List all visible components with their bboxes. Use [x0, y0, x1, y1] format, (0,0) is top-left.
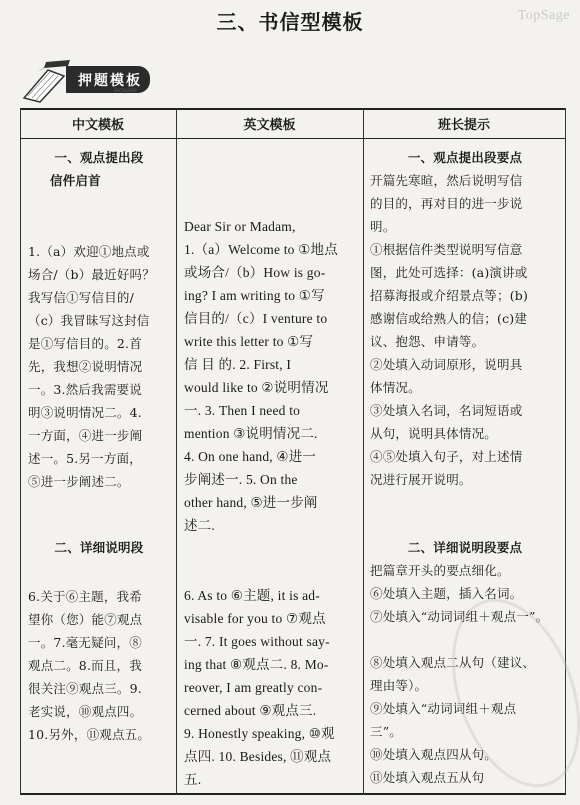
- watermark: TopSage: [517, 8, 570, 23]
- cn-line: 一。3.然后我需要说: [28, 382, 142, 397]
- en-line: 9. Honestly speaking, ⑩观: [184, 726, 335, 741]
- en-line: reover, I am greatly con-: [184, 680, 323, 695]
- en-line: 一. 7. It goes without say-: [184, 634, 330, 649]
- tip-line: ⑨处填入“动词词组＋观点: [370, 701, 517, 716]
- tip-line: ②处填入动词原形，说明具: [370, 357, 523, 372]
- cn-line: 明③说明情况二。4.: [28, 405, 142, 420]
- cn-line: ⑤进一步阐述二。: [28, 474, 130, 489]
- cn-line: 一方面，④进一步阐: [28, 428, 143, 443]
- tip-line: 理由等）。: [370, 678, 428, 693]
- tip-line: 感谢信或给熟人的信；(c)建: [370, 311, 528, 326]
- pen-paper-icon: [18, 58, 72, 104]
- en-line: 五.: [184, 772, 202, 787]
- cn-line: 述一。5.另一方面，: [28, 451, 142, 466]
- tip-section2-heading: 二、详细说明段要点: [407, 540, 523, 555]
- cn-section1-subheading: 信件启首: [50, 173, 101, 188]
- tip-line: 从句，说明具体情况。: [370, 426, 498, 441]
- en-greeting: Dear Sir or Madam,: [184, 219, 296, 234]
- en-line: 信目的/（c）I venture to: [184, 311, 328, 326]
- en-line: visable for you to ⑦观点: [184, 611, 326, 626]
- en-line: 点四. 10. Besides, ⑪观点: [184, 749, 332, 764]
- en-line: 4. On one hand, ④进一: [184, 449, 317, 464]
- cn-line: 6.关于⑥主题，我希: [28, 589, 142, 604]
- tip-line: 三”。: [370, 724, 402, 739]
- tip-line: 开篇先寒暄，然后说明写信: [370, 173, 523, 188]
- cn-line: 一。7.毫无疑问，⑧: [28, 635, 142, 650]
- en-line: 一. 3. Then I need to: [184, 403, 301, 418]
- en-line: write this letter to ①写: [184, 334, 314, 349]
- tip-line: 把篇章开头的要点细化。: [370, 563, 510, 578]
- cn-section2-heading: 二、详细说明段: [54, 540, 144, 555]
- en-line: 步阐述一. 5. On the: [184, 472, 298, 487]
- header-english: 英文模板: [243, 118, 296, 133]
- cn-line: 是①写信目的。2.首: [28, 336, 142, 351]
- cn-line: 先，我想②说明情况: [28, 359, 143, 374]
- tip-section1: [370, 146, 560, 491]
- cn-line: （c）我冒昧写这封信: [28, 313, 150, 328]
- tip-line: ④⑤处填入句子，对上述情: [370, 449, 523, 464]
- en-line: ing? I am writing to ①写: [184, 288, 325, 303]
- en-section2: [184, 584, 358, 791]
- en-line: 1.（a）Welcome to ①地点: [184, 242, 338, 257]
- tip-line: ⑥处填入主题，插入名词。: [370, 586, 523, 601]
- tip-line: 招募海报或介绍景点等；(b): [370, 288, 529, 303]
- en-line: cerned about ⑨观点三.: [184, 703, 317, 718]
- en-line: would like to ②说明情况: [184, 380, 329, 395]
- page-title: 三、书信型模板: [216, 10, 364, 34]
- tip-line: ⑪处填入观点五从句: [370, 770, 485, 785]
- cn-line: 10.另外，⑪观点五。: [28, 727, 151, 742]
- en-line: 述二.: [184, 518, 215, 533]
- tip-line: ⑦处填入“动词词组＋观点一”。: [370, 609, 549, 624]
- tip-line: ⑧处填入观点二从句（建议、: [370, 655, 536, 670]
- cn-line: 场合/（b）最近好吗？: [28, 267, 155, 282]
- en-line: 或场合/（b）How is go-: [184, 265, 326, 280]
- badge-label: 押题模板: [66, 66, 150, 93]
- cn-section1: [28, 146, 170, 493]
- cn-line: 观点二。8.而且，我: [28, 658, 142, 673]
- en-line: mention ③说明情况二.: [184, 426, 318, 441]
- tip-line: ③处填入名词，名词短语或: [370, 403, 523, 418]
- section-badge: [16, 58, 186, 106]
- tip-line: 议、抱怨、申请等。: [370, 334, 485, 349]
- cn-section2: [28, 536, 170, 746]
- tip-line: 的目的，再对目的进一步说: [370, 196, 523, 211]
- tip-line: 体情况。: [370, 380, 421, 395]
- header-tips: 班长提示: [437, 118, 490, 133]
- cn-line: 1.（a）欢迎①地点或: [28, 244, 150, 259]
- cn-line: 我写信①写信目的/: [28, 290, 135, 305]
- badge-subtitle: template: [114, 88, 138, 94]
- tip-section1-heading: 一、观点提出段要点: [407, 150, 523, 165]
- en-line: 信 目 的. 2. First, I: [184, 357, 292, 372]
- tip-line: ⑩处填入观点四从句。: [370, 747, 498, 762]
- tip-line: 况进行展开说明。: [370, 472, 472, 487]
- en-line: other hand, ⑤进一步阐: [184, 495, 318, 510]
- tip-line: 明。: [370, 219, 396, 234]
- cn-line: 望你（您）能⑦观点: [28, 612, 143, 627]
- tip-line: 图，此处可选择：(a)演讲或: [370, 265, 528, 280]
- cn-line: 老实说，⑩观点四。: [28, 704, 143, 719]
- en-line: 6. As to ⑥主题, it is ad-: [184, 588, 320, 603]
- en-section1: [184, 215, 358, 537]
- cn-line: 很关注⑨观点三。9.: [28, 681, 142, 696]
- tip-line: ①根据信件类型说明写信意: [370, 242, 523, 257]
- en-line: ing that ⑧观点二. 8. Mo-: [184, 657, 329, 672]
- cn-section1-heading: 一、观点提出段: [54, 150, 144, 165]
- header-chinese: 中文模板: [71, 118, 124, 133]
